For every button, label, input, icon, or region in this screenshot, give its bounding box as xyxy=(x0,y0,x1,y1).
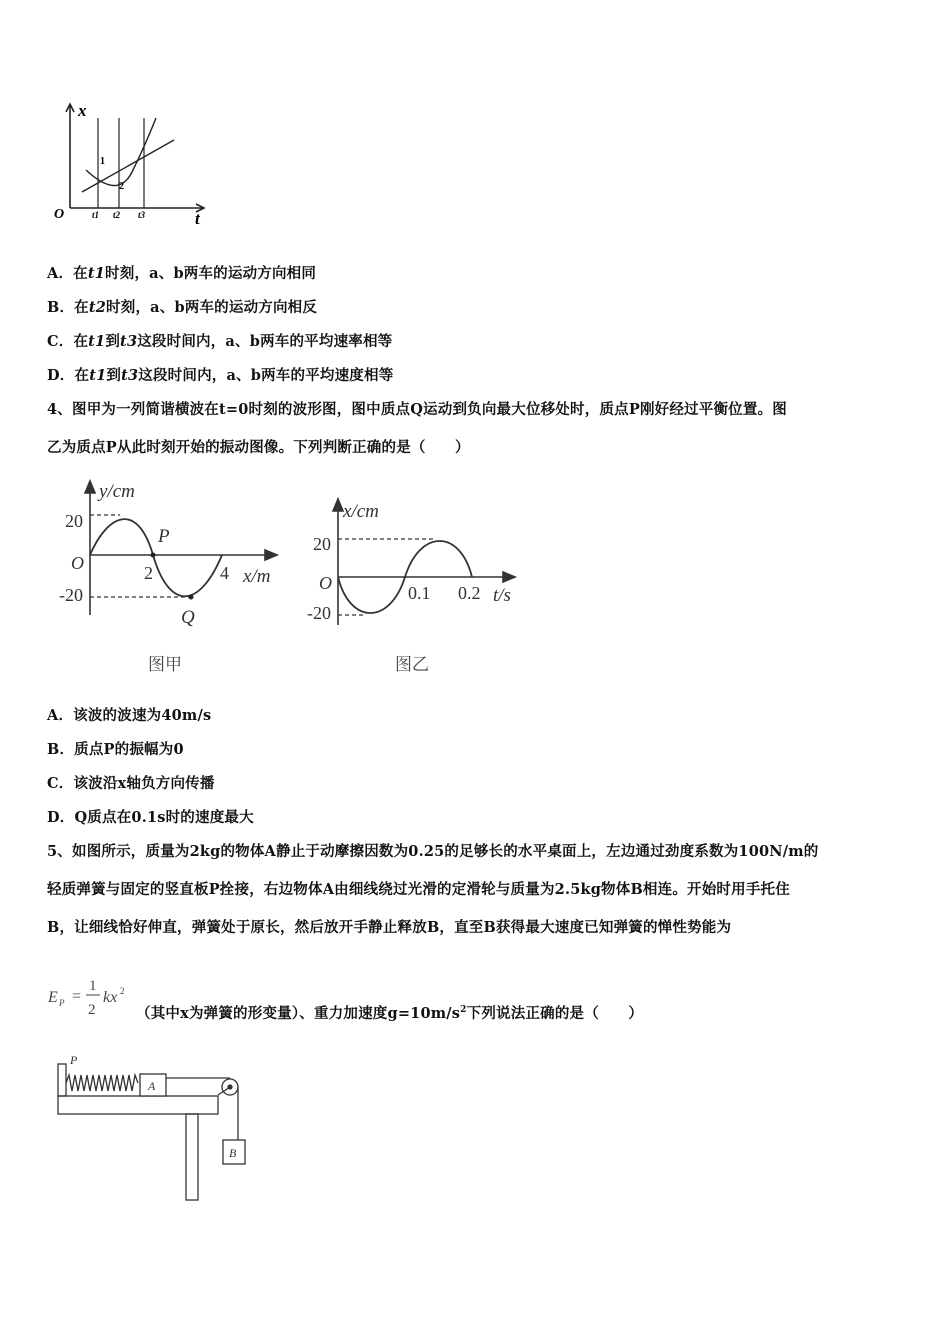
q3-option-a: A．在t1时刻，a、b两车的运动方向相同 xyxy=(47,265,317,282)
origin-label: O xyxy=(54,207,65,222)
q4-option-c: C．该波沿x轴负方向传播 xyxy=(47,775,215,792)
origin-label: O xyxy=(71,553,84,573)
x-axis-label: x/m xyxy=(243,566,271,587)
point-q-label: Q xyxy=(181,607,195,628)
spring-pulley-figure xyxy=(50,1052,260,1207)
point-p-label: P xyxy=(158,526,170,547)
q4-stem-line1: 4、图甲为一列简谐横波在t=0时刻的波形图，图中质点Q运动到负向最大位移处时，质点P刚好经过平衡位置。图 xyxy=(47,401,787,418)
q3-option-d: D．在t1到t3这段时间内，a、b两车的平均速度相等 xyxy=(47,367,394,384)
y-axis-label: x/cm xyxy=(343,501,379,522)
wave-graph-jia xyxy=(55,475,285,635)
q4-option-b: B．质点P的振幅为0 xyxy=(47,741,184,758)
q4-option-a: A．该波的波速为40m/s xyxy=(47,707,212,724)
formula-rhs: kx xyxy=(103,989,118,1006)
x-t-graph xyxy=(52,100,212,225)
q3-option-c: C．在t1到t3这段时间内，a、b两车的平均速率相等 xyxy=(47,333,393,350)
formula-lhs: E xyxy=(48,989,58,1006)
tick-t2: t2 xyxy=(113,210,121,220)
x-axis-label: t xyxy=(195,209,200,225)
y-tick-neg20: -20 xyxy=(59,585,83,605)
formula-num: 1 xyxy=(89,978,97,994)
q5-stem-line1: 5、如图所示，质量为2kg的物体A静止于动摩擦因数为0.25的足够长的水平桌面上，左边通过劲度系数为100N/m的 xyxy=(47,843,819,860)
y-axis-label: x xyxy=(78,101,87,120)
origin-label: O xyxy=(319,573,332,593)
q5-stem-line4: （其中x为弹簧的形变量）、重力加速度$g=10m/s^2$下列说法正确的是（ ） xyxy=(136,1005,644,1022)
x-tick-0.2: 0.2 xyxy=(458,583,481,603)
q4-stem-line2: 乙为质点P从此时刻开始的振动图像。下列判断正确的是（ ） xyxy=(47,439,470,456)
y-tick-20: 20 xyxy=(313,534,331,554)
q5-stem-line2: 轻质弹簧与固定的竖直板P拴接，右边物体A由细线绕过光滑的定滑轮与质量为2.5kg物体B相连。开始时用手托住 xyxy=(47,881,790,898)
x-tick-2: 2 xyxy=(144,563,153,583)
x-axis-label: t/s xyxy=(493,585,511,606)
block-a-label: A xyxy=(148,1079,156,1093)
formula-sub: P xyxy=(59,998,65,1008)
formula-sup: 2 xyxy=(120,986,125,996)
y-tick-neg20: -20 xyxy=(307,603,331,623)
x-tick-4: 4 xyxy=(220,563,229,583)
block-b-label: B xyxy=(229,1146,237,1160)
vibration-graph-yi xyxy=(305,495,520,630)
caption-yi: 图乙 xyxy=(395,655,429,675)
q4-option-d: D．Q质点在0.1s时的速度最大 xyxy=(47,809,254,826)
q3-option-b: B．在t2时刻，a、b两车的运动方向相反 xyxy=(47,299,318,316)
plate-p-label: P xyxy=(70,1053,78,1067)
x-tick-0.1: 0.1 xyxy=(408,583,431,603)
q5-stem-line3: B，让细线恰好伸直，弹簧处于原长，然后放开手静止释放B，直至B获得最大速度已知弹簧的惮性势能为 xyxy=(47,919,732,936)
y-axis-label: y/cm xyxy=(99,481,135,502)
curve-label-1: 1 xyxy=(100,156,105,167)
curve-label-2: 2 xyxy=(119,181,124,192)
y-tick-20: 20 xyxy=(65,511,83,531)
caption-jia: 图甲 xyxy=(148,655,182,675)
formula-eq: = xyxy=(72,988,82,1005)
formula-den: 2 xyxy=(88,1002,96,1018)
tick-t1: t1 xyxy=(92,210,100,220)
elastic-energy-formula xyxy=(46,972,136,1022)
tick-t3: t3 xyxy=(138,210,146,220)
